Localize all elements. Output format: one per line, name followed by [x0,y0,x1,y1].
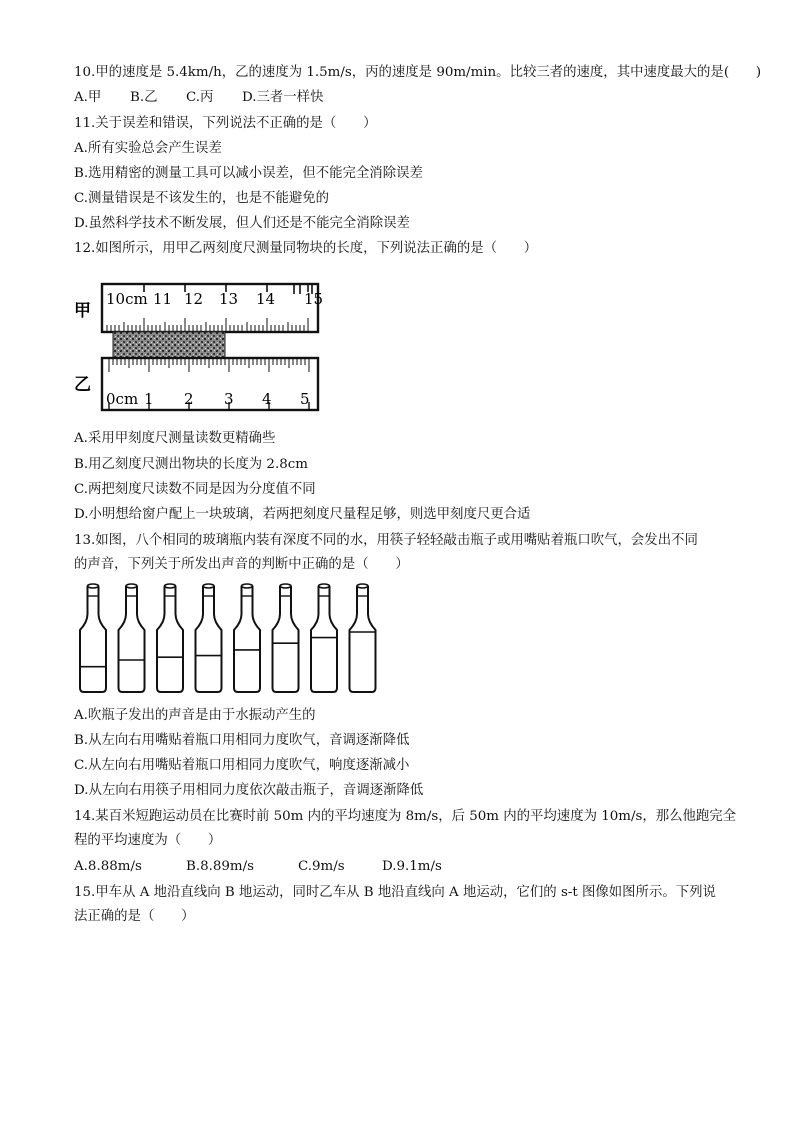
bottle [157,584,183,692]
q11-option-c: C.测量错误是不该发生的，也是不能避免的 [74,191,330,206]
q14-stem-line-1: 14.某百米短跑运动员在比赛时前 50m 内的平均速度为 8m/s，后 50m 内的平均速度为 10m/s，那么他跑完全 [74,809,737,824]
water [274,643,297,689]
bottle-mouth [357,584,368,588]
q10-option-d: D.三者一样快 [242,90,324,105]
water [120,660,143,689]
bottle [234,584,260,692]
bottle [273,584,299,692]
q11-option-b: B.选用精密的测量工具可以减小误差，但不能完全消除误差 [74,166,423,181]
bottles-figure [74,582,384,698]
bottle-mouth [203,584,214,588]
q13-option-b: B.从左向右用嘴贴着瓶口用相同力度吹气，音调逐渐降低 [74,733,410,748]
water [313,638,336,689]
q10-options [74,89,323,107]
ruler-b-tick-1: 1 [144,390,154,408]
ruler-b-tick-3: 3 [224,390,234,408]
q12-option-c: C.两把刻度尺读数不同是因为分度值不同 [74,482,316,497]
bottle-mouth [242,584,253,588]
q10-option-c: C.丙 [186,90,214,105]
water [159,657,182,689]
q12-option-a: A.采用甲刻度尺测量读数更精确些 [74,431,276,446]
q10-stem: 10.甲的速度是 5.4km/h，乙的速度为 1.5m/s，丙的速度是 90m/min。比较三者的速度，其中速度最大的是( ) [74,65,762,80]
ruler-a-tick-4: 14 [256,290,276,308]
ruler-b-tick-4: 4 [262,390,272,408]
water [351,632,374,689]
q13-stem-line-2: 的声音，下列关于所发出声音的判断中正确的是（ ） [74,557,409,572]
q13-option-d: D.从左向右用筷子用相同力度依次敲击瓶子，音调逐渐降低 [74,783,424,798]
ruler-b-label: 乙 [74,375,91,395]
q15-stem-line-2: 法正确的是（ ） [74,909,195,924]
q11-stem: 11.关于误差和错误，下列说法不正确的是（ ） [74,116,377,131]
bottle-mouth [126,584,137,588]
ruler-a-tick-1: 11 [153,290,173,308]
water [236,650,259,689]
bottle [311,584,337,692]
q12-stem: 12.如图所示，用甲乙两刻度尺测量同物块的长度，下列说法正确的是（ ） [74,241,538,256]
measured-block [113,332,225,358]
q14-stem-line-2: 程的平均速度为（ ） [74,833,222,848]
bottle [196,584,222,692]
ruler-a-label: 甲 [74,301,91,321]
water [197,656,220,689]
q11-option-d: D.虽然科学技术不断发展，但人们还是不能完全消除误差 [74,216,410,231]
ruler-figure [72,278,332,418]
q11-option-a: A.所有实验总会产生误差 [74,141,222,156]
q13-stem-line-1: 13.如图，八个相同的玻璃瓶内装有深度不同的水，用筷子轻轻敲击瓶子或用嘴贴着瓶口吹气，会发出不同 [74,533,698,548]
q12-option-b: B.用乙刻度尺测出物块的长度为 2.8cm [74,457,308,472]
q10-option-a: A.甲 [74,90,102,105]
ruler-a-tick-0: 10cm [106,290,148,308]
q15-stem-line-1: 15.甲车从 A 地沿直线向 B 地运动，同时乙车从 B 地沿直线向 A 地运动，它们的 s-t 图像如图所示。下列说 [74,885,716,900]
ruler-b-tick-0: 0cm [106,390,139,408]
ruler-b-tick-5: 5 [300,390,310,408]
q14-option-d: D.9.1m/s [382,859,442,874]
bottle-mouth [88,584,99,588]
bottle-mouth [165,584,176,588]
q14-option-a: A.8.88m/s [74,859,142,874]
q14-options [74,858,442,876]
ruler-b-tick-2: 2 [184,390,194,408]
ruler-a-tick-3: 13 [219,290,239,308]
bottle [119,584,145,692]
bottle [80,584,106,692]
water [82,667,105,689]
q14-option-b: B.8.89m/s [186,859,254,874]
q10-option-b: B.乙 [130,90,158,105]
bottle [350,584,376,692]
bottle-mouth [319,584,330,588]
bottle-mouth [280,584,291,588]
q14-option-c: C.9m/s [298,859,345,874]
ruler-a-tick-2: 12 [184,290,204,308]
q13-option-a: A.吹瓶子发出的声音是由于水振动产生的 [74,708,316,723]
q12-option-d: D.小明想给窗户配上一块玻璃，若两把刻度尺量程足够，则选甲刻度尺更合适 [74,507,531,522]
q13-option-c: C.从左向右用嘴贴着瓶口用相同力度吹气，响度逐渐减小 [74,758,410,773]
ruler-a-tick-5: 15 [304,290,324,308]
